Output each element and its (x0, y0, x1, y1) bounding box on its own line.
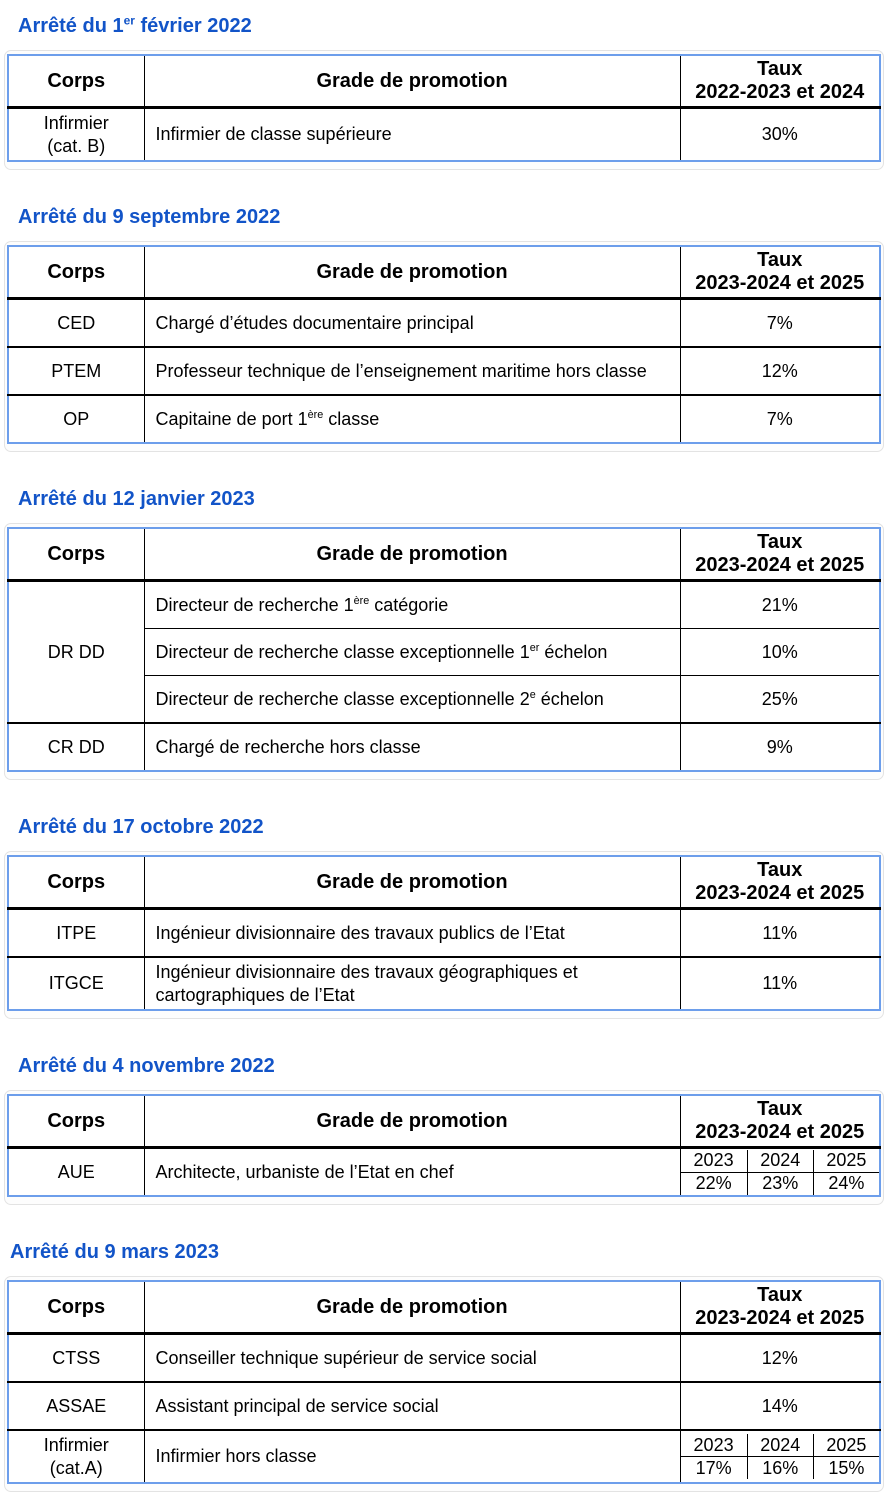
heading-sup: er (123, 13, 135, 28)
taux-cell: 25% (680, 676, 880, 724)
taux-period: 2022-2023 et 2024 (695, 81, 865, 103)
grade-text: Directeur de recherche classe exceptionnelle 2 (155, 688, 530, 709)
corps-cell (8, 1430, 144, 1483)
promotion-table (7, 245, 881, 444)
grade-text: Directeur de recherche 1 (155, 594, 354, 615)
promotion-table (7, 54, 881, 162)
taux-cell: 21% (680, 581, 880, 629)
taux-period: 2023-2024 et 2025 (695, 1307, 865, 1329)
table-row (8, 108, 880, 162)
heading-text: Arrêté du 17 octobre 2022 (18, 816, 264, 838)
corps-cell: ITGCE (8, 957, 144, 1010)
taux-header-cell (680, 246, 880, 299)
section-heading (18, 206, 888, 229)
taux-cell: 14% (680, 1382, 880, 1430)
grade-header-cell: Grade de promotion (144, 1281, 680, 1334)
corps-cell: ASSAE (8, 1382, 144, 1430)
taux-header-cell (680, 55, 880, 108)
table-row (8, 723, 880, 771)
grade-cell (144, 1334, 680, 1383)
corps-line: (cat.A) (49, 1457, 103, 1478)
promotion-table (7, 1094, 881, 1197)
year-label: 2025 (813, 1434, 879, 1457)
taux-header-cell (680, 1095, 880, 1148)
grade-cell (144, 1430, 680, 1483)
taux-label: Taux (757, 531, 803, 553)
grade-text: Infirmier hors classe (155, 1446, 317, 1467)
year-rate: 22% (695, 1173, 732, 1194)
taux-cell: 7% (680, 395, 880, 443)
grade-text: échelon (535, 688, 604, 709)
corps-cell (8, 108, 144, 162)
table-frame (4, 241, 884, 452)
grade-cell (144, 909, 680, 958)
table-row (8, 909, 880, 958)
table-row (8, 395, 880, 443)
year-rate: 24% (813, 1173, 879, 1195)
taux-cell: 12% (680, 1334, 880, 1383)
corps-cell: PTEM (8, 347, 144, 395)
table-row (8, 299, 880, 348)
section-heading (18, 816, 888, 839)
year-rate: 17% (695, 1457, 732, 1478)
grade-header-cell: Grade de promotion (144, 528, 680, 581)
corps-cell: ITPE (56, 922, 97, 943)
grade-text: Conseiller technique supérieur de service social (155, 1347, 537, 1368)
promotion-table (7, 855, 881, 1011)
grade-cell (144, 1382, 680, 1430)
taux-label: Taux (757, 859, 803, 881)
taux-cell: 7% (680, 299, 880, 348)
grade-text: Capitaine de port 1 (155, 408, 308, 429)
header-row (8, 246, 880, 299)
taux-period: 2023-2024 et 2025 (695, 882, 865, 904)
grade-cell (144, 1148, 680, 1197)
grade-text: classe (323, 408, 380, 429)
corps-line: Infirmier (43, 113, 109, 133)
taux-label: Taux (757, 1284, 803, 1306)
section-arrete-4-novembre-2022 (0, 1055, 888, 1205)
grade-text: Ingénieur divisionnaire des travaux publics de l’Etat (155, 922, 565, 943)
grade-sup: er (529, 641, 540, 654)
year-rate: 23% (747, 1173, 813, 1195)
year-label: 2024 (747, 1434, 813, 1457)
table-row (8, 347, 880, 395)
heading-text: Arrêté du 4 novembre 2022 (18, 1055, 275, 1077)
year-label: 2024 (747, 1150, 813, 1173)
table-row (8, 1430, 880, 1483)
section-heading (18, 15, 888, 38)
corps-cell: CED (57, 312, 96, 333)
corps-header-cell: Corps (47, 542, 106, 565)
taux-cell: 11% (680, 909, 880, 958)
year-label: 2023 (681, 1434, 747, 1457)
promotion-table (7, 527, 881, 772)
grade-text: Assistant principal de service social (155, 1395, 439, 1416)
year-label: 2023 (681, 1150, 747, 1173)
grade-cell (144, 581, 680, 629)
corps-header-cell: Corps (47, 69, 106, 92)
taux-yearly-cell (680, 1148, 880, 1197)
heading-text: Arrêté du 9 septembre 2022 (18, 206, 281, 228)
grade-sup: ère (307, 408, 324, 421)
table-row (8, 1382, 880, 1430)
taux-cell: 9% (680, 723, 880, 771)
grade-cell (144, 395, 680, 443)
corps-line: (cat. B) (47, 135, 106, 156)
taux-period: 2023-2024 et 2025 (695, 554, 865, 576)
grade-text: Chargé d’études documentaire principal (155, 312, 474, 333)
grade-cell (144, 957, 680, 1010)
grade-cell (144, 629, 680, 676)
heading-text: Arrêté du 12 janvier 2023 (18, 488, 255, 510)
promotion-table (7, 1280, 881, 1484)
taux-label: Taux (757, 58, 803, 80)
corps-cell: DR DD (47, 641, 105, 662)
section-heading (18, 488, 888, 511)
taux-yearly-cell (680, 1430, 880, 1483)
corps-header-cell: Corps (47, 1109, 106, 1132)
corps-header-cell: Corps (47, 260, 106, 283)
header-row (8, 1095, 880, 1148)
table-row (8, 957, 880, 1010)
taux-cell: 12% (680, 347, 880, 395)
table-frame (4, 523, 884, 780)
taux-year-grid (681, 1434, 880, 1479)
taux-label: Taux (757, 249, 803, 271)
table-frame (4, 1276, 884, 1492)
table-row (8, 1148, 880, 1197)
grade-header-cell: Grade de promotion (144, 246, 680, 299)
grade-text: Ingénieur divisionnaire des travaux géographiques et cartographiques de l’Etat (155, 962, 578, 1005)
grade-cell (144, 347, 680, 395)
taux-label: Taux (757, 1098, 803, 1120)
section-arrete-9-septembre-2022 (0, 206, 888, 452)
taux-cell: 11% (680, 957, 880, 1010)
grade-sup: e (529, 688, 536, 701)
grade-text: Directeur de recherche classe exceptionnelle 1 (155, 641, 530, 662)
corps-header-cell: Corps (47, 1295, 106, 1318)
taux-header-cell (680, 856, 880, 909)
corps-line: Infirmier (43, 1435, 109, 1455)
grade-text: Architecte, urbaniste de l’Etat en chef (155, 1161, 454, 1182)
taux-year-grid (681, 1150, 880, 1195)
grade-text: échelon (539, 641, 608, 662)
header-row (8, 856, 880, 909)
corps-cell: AUE (57, 1161, 95, 1182)
year-rate: 16% (747, 1457, 813, 1479)
section-arrete-1er-fevrier-2022 (0, 15, 888, 170)
grade-cell (144, 723, 680, 771)
table-row (8, 1334, 880, 1383)
corps-header-cell: Corps (47, 870, 106, 893)
grade-header-cell: Grade de promotion (144, 856, 680, 909)
section-arrete-17-octobre-2022 (0, 816, 888, 1019)
section-heading (10, 1241, 888, 1264)
taux-cell: 30% (680, 108, 880, 162)
taux-cell: 10% (680, 629, 880, 676)
corps-cell: CTSS (52, 1347, 101, 1368)
grade-text: Professeur technique de l’enseignement maritime hors classe (155, 360, 647, 381)
table-frame (4, 50, 884, 170)
corps-cell: OP (8, 395, 144, 443)
taux-header-cell (680, 528, 880, 581)
grade-header-cell: Grade de promotion (144, 55, 680, 108)
heading-text: Arrêté du 1 (18, 15, 124, 37)
grade-header-cell: Grade de promotion (144, 1095, 680, 1148)
grade-cell (144, 676, 680, 724)
year-label: 2025 (813, 1150, 879, 1173)
grade-cell (144, 299, 680, 348)
heading-text: Arrêté du 9 mars 2023 (10, 1241, 220, 1263)
section-arrete-12-janvier-2023 (0, 488, 888, 780)
grade-text: catégorie (369, 594, 449, 615)
grade-text: Infirmier de classe supérieure (155, 124, 392, 145)
header-row (8, 528, 880, 581)
taux-header-cell (680, 1281, 880, 1334)
taux-period: 2023-2024 et 2025 (695, 1121, 865, 1143)
header-row (8, 1281, 880, 1334)
table-frame (4, 1090, 884, 1205)
grade-sup: ère (353, 594, 370, 607)
corps-cell: CR DD (8, 723, 144, 771)
grade-text: Chargé de recherche hors classe (155, 736, 421, 757)
year-rate: 15% (813, 1457, 879, 1479)
header-row (8, 55, 880, 108)
heading-text: février 2022 (134, 15, 252, 37)
section-arrete-9-mars-2023 (0, 1241, 888, 1492)
grade-cell (144, 108, 680, 162)
section-heading (18, 1055, 888, 1078)
taux-period: 2023-2024 et 2025 (695, 272, 865, 294)
table-row (8, 581, 880, 629)
table-frame (4, 851, 884, 1019)
